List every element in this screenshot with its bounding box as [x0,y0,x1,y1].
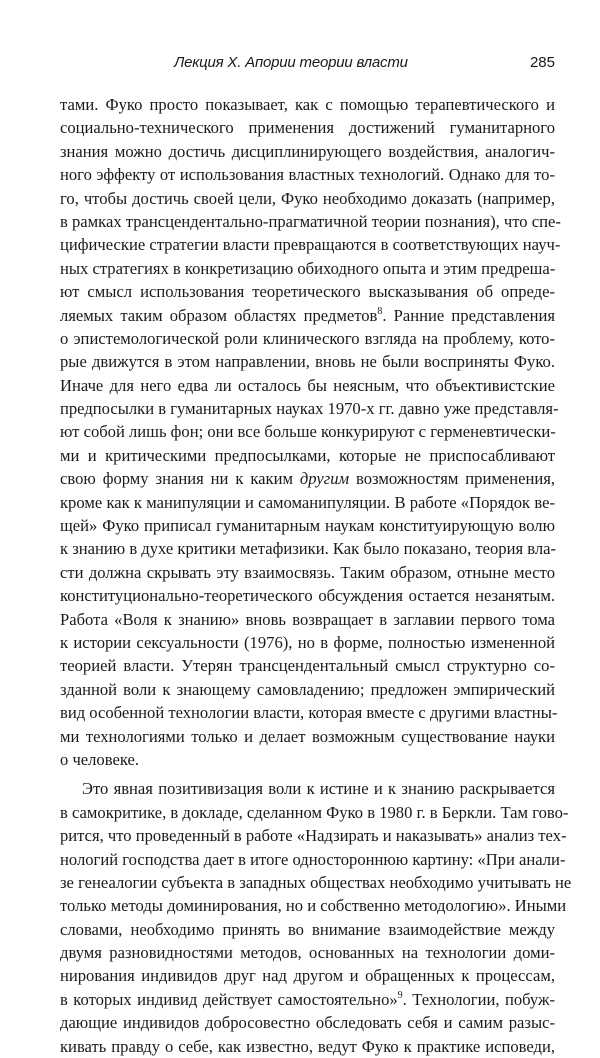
text-line: ют смысл использования теоретического высказывания об опреде- [60,282,555,302]
running-title: Лекция X. Апории теории власти [174,54,408,71]
text-line: нирования индивидов друг над другом и обращенных к процессам, [60,966,555,986]
text-line: сти должна скрывать эту взаимосвязь. Таким образом, отныне место [60,562,555,582]
emphasis: другим [299,469,350,489]
text-segment: . Технологии, побуж- [402,989,556,1009]
text-line: конституционально-теоретического обсуждения остается незанятым. [60,586,555,606]
text-line: рится, что проведенный в работе «Надзирать и наказывать» анализ тех- [60,826,567,846]
text-line: кивать правду о себе, как известно, ведут Фуко к практике исповеди, [60,1036,555,1056]
text-segment: ляемых таким образом областях предметов [60,305,378,325]
text-line: к знанию в духе критики метафизики. Как было показано, теория вла- [60,539,557,559]
text-segment: свою форму знания ни к каким [60,469,293,489]
text-line: ют собой лишь фон; они все больше конкурируют с герменевтически- [60,422,556,442]
text-line: тами. Фуко просто показывает, как с помощью терапевтического и [60,95,555,114]
text-line: в рамках трансцендентально-прагматичной теории познания), что спе- [60,211,561,231]
text-line: социально-технического применения достижений гуманитарного [60,118,555,138]
paragraph [60,777,572,1058]
body-text [60,93,572,1058]
text-line: Это явная позитивизация воли к истине и к знанию раскрывается [82,779,555,799]
text-line: Иначе для него едва ли осталось бы неясным, что объективистские [60,375,555,395]
text-line: кроме как к манипуляции и самоманипуляции. В работе «Порядок ве- [60,492,555,512]
text-line: вид особенной технологии власти, которая вместе с другими властны- [60,703,558,723]
text-segment: . Ранние представления [382,305,555,325]
footnote-ref[interactable]: 9 [397,989,403,1001]
text-segment: возможностям применения, [349,469,555,489]
text-line: Работа «Воля к знанию» вновь возвращает в заглавии первого тома [60,609,555,629]
text-line: рые движутся в этом направлении, вновь не были восприняты Фуко. [60,352,555,372]
text-line: словами, необходимо принять во внимание взаимодействие между [60,919,555,939]
text-line: дающие индивидов добросовестно обследовать себя и самим разыс- [60,1013,555,1033]
text-line: го, чтобы достичь своей цели, Фуко необходимо доказать (например, [60,188,555,208]
text-line: ного эффекту от использования властных технологий. Однако для то- [60,165,555,185]
text-line: двумя разновидностями методов, основанных на технологии доми- [60,943,555,963]
text-line: ми технологиями только и делает возможным существование науки [60,726,555,746]
footnote-ref[interactable]: 8 [377,305,383,317]
text-line: теорией власти. Утерян трансцендентальный смысл структурно со- [60,656,555,676]
text-line: только методы доминирования, но и собственно методологию». Иными [60,896,567,916]
text-line: зданной воли к знающему самовладению; предложен эмпирический [60,679,555,699]
paragraph [60,93,561,771]
text-line: о человеке. [60,749,139,769]
text-line: к истории сексуальности (1976), но в форме, полностью измененной [60,632,555,652]
text-line: зе генеалогии субъекта в западных обществах необходимо учитывать не [60,872,572,892]
text-line: о эпистемологической роли клинического взгляда на проблему, кото- [60,328,555,348]
text-line [60,988,555,1011]
text-segment: в которых индивид действует самостоятельно» [60,989,398,1009]
text-line: нологий господства дает в итоге одностороннюю картину: «При анали- [60,849,566,869]
text-line [60,467,555,490]
page-number: 285 [529,54,555,71]
text-line: щей» Фуко приписал гуманитарным наукам конституирующую волю [60,516,555,536]
text-line: знания можно достичь дисциплинирующего воздействия, аналогич- [60,141,555,161]
text-line: ми и критическими предпосылками, которые не приспосабливают [60,445,555,465]
running-head [60,54,555,76]
text-line: цифические стратегии власти превращаются в соответствующих науч- [60,235,561,255]
text-line: предпосылки в гуманитарных науках 1970-х гг. давно уже представля- [60,399,559,419]
text-line: в самокритике, в докладе, сделанном Фуко в 1980 г. в Беркли. Там гово- [60,802,569,822]
text-line: ных стратегиях в конкретизацию обиходного опыта и этим предреша- [60,258,556,278]
text-line [60,304,555,327]
